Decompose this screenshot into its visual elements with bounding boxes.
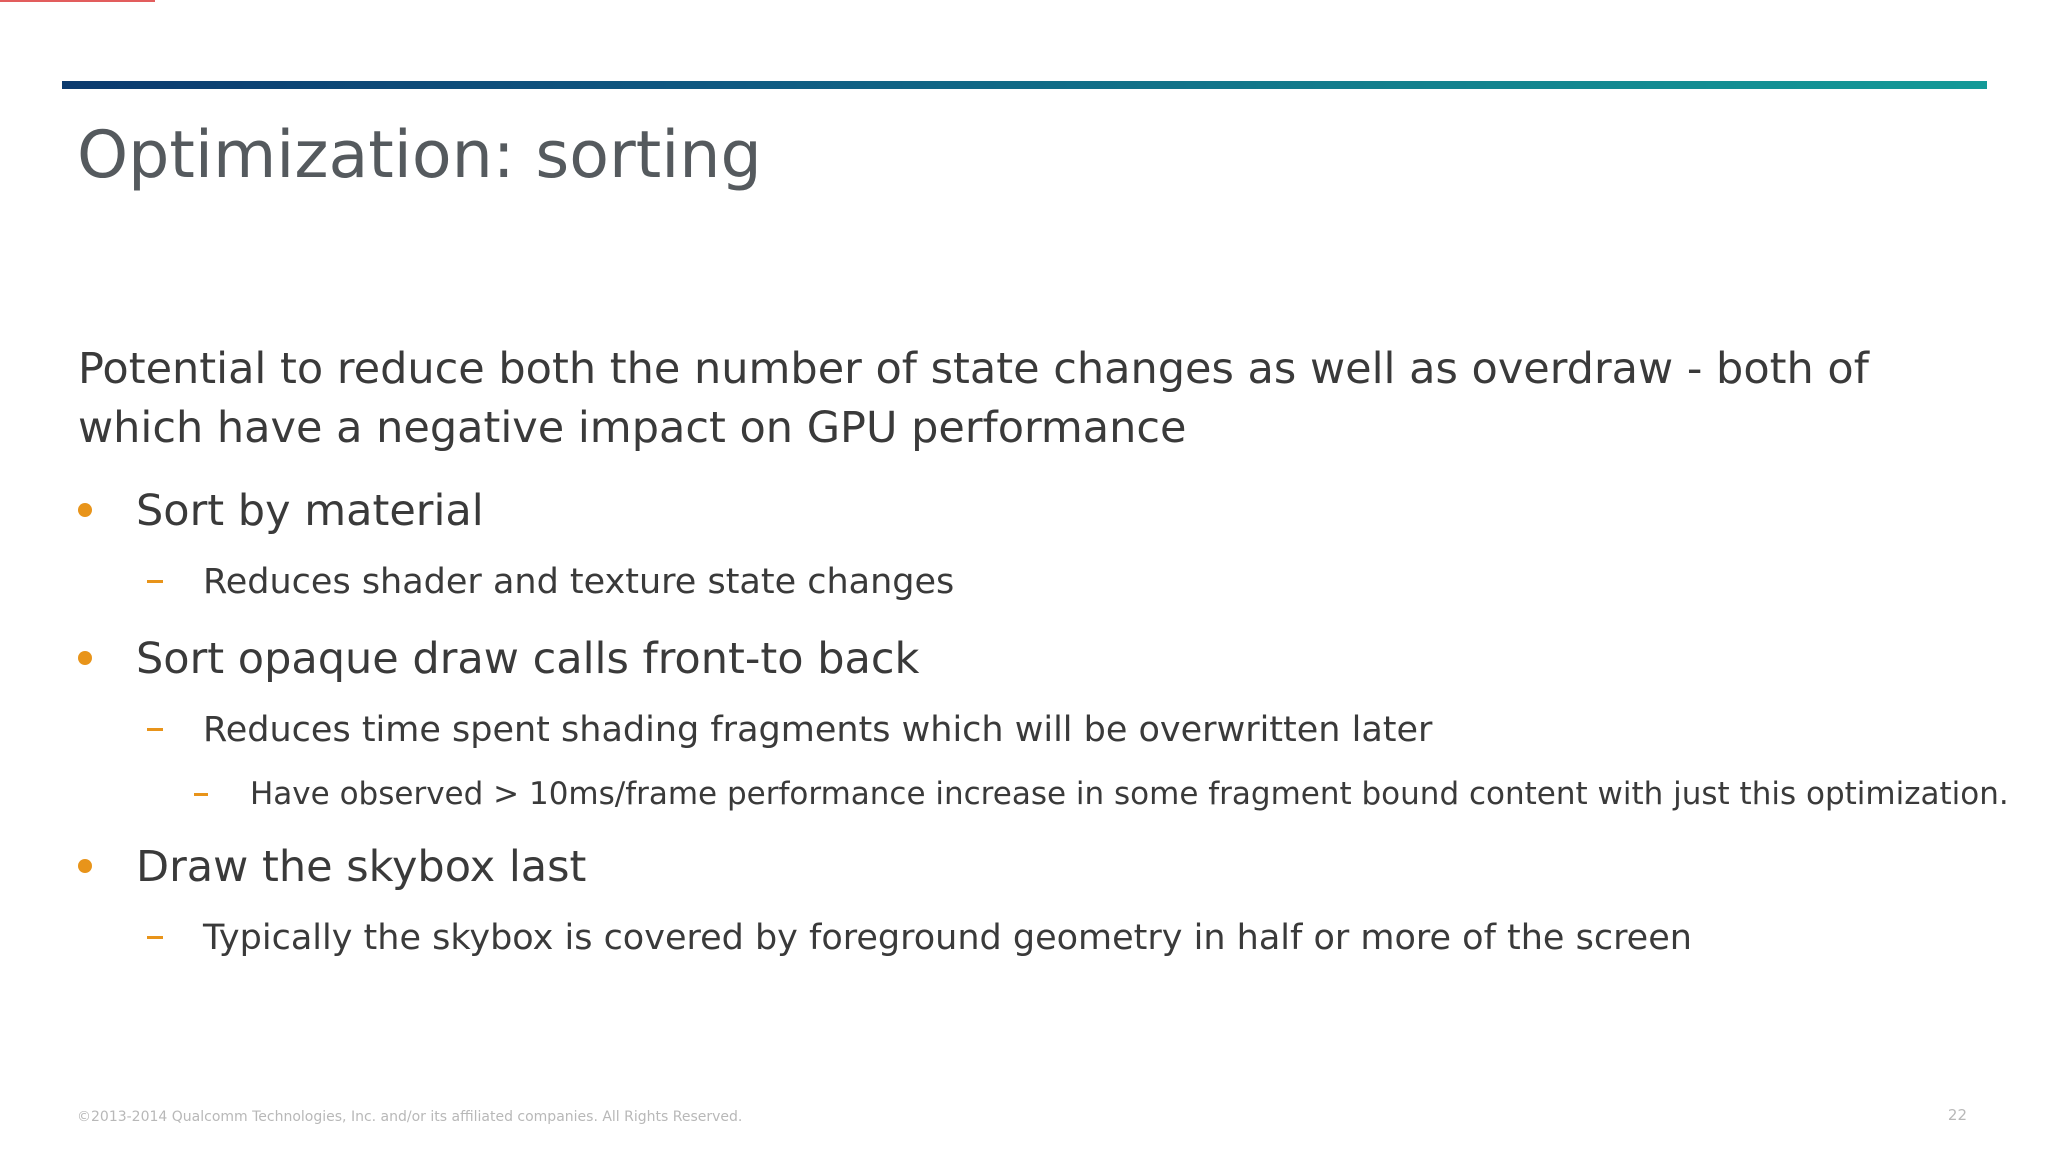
sub-sub-bullet	[78, 774, 2009, 814]
bullet-sort-by-material	[78, 482, 1978, 540]
page-number: 22	[1947, 1106, 1967, 1124]
sub-bullet-text: Reduces time spent shading fragments which will be overwritten later	[203, 710, 1433, 750]
slide-title: Optimization: sorting	[77, 118, 762, 193]
sub-bullet-text: Reduces shader and texture state changes	[203, 562, 955, 602]
copyright-footer: ©2013-2014 Qualcomm Technologies, Inc. and/or its affiliated companies. All Rights Reserved.	[77, 1109, 743, 1125]
sub-sub-bullet-text: Have observed > 10ms/frame performance increase in some fragment bound content with just this optimization.	[250, 776, 2009, 812]
dash-icon	[194, 793, 208, 796]
corner-mark	[0, 0, 155, 2]
sub-bullet	[78, 914, 1978, 962]
bullet-text: Sort by material	[136, 486, 484, 536]
bullet-dot-icon	[78, 503, 92, 517]
dash-icon	[147, 728, 163, 731]
sub-bullet	[78, 706, 1978, 754]
bullet-text: Sort opaque draw calls front-to back	[136, 634, 920, 684]
slide-body	[78, 340, 2009, 962]
intro-paragraph: Potential to reduce both the number of state changes as well as overdraw - both of which have a negative impact on GPU performance	[78, 344, 1869, 453]
sub-bullet	[78, 558, 1978, 606]
dash-icon	[147, 580, 163, 583]
bullet-text: Draw the skybox last	[136, 842, 587, 892]
sub-bullet-text: Typically the skybox is covered by foreground geometry in half or more of the screen	[203, 918, 1692, 958]
dash-icon	[147, 936, 163, 939]
bullet-sort-opaque	[78, 630, 1978, 688]
title-accent-bar	[62, 81, 1987, 89]
bullet-draw-skybox	[78, 838, 1978, 896]
bullet-dot-icon	[78, 859, 92, 873]
bullet-dot-icon	[78, 651, 92, 665]
